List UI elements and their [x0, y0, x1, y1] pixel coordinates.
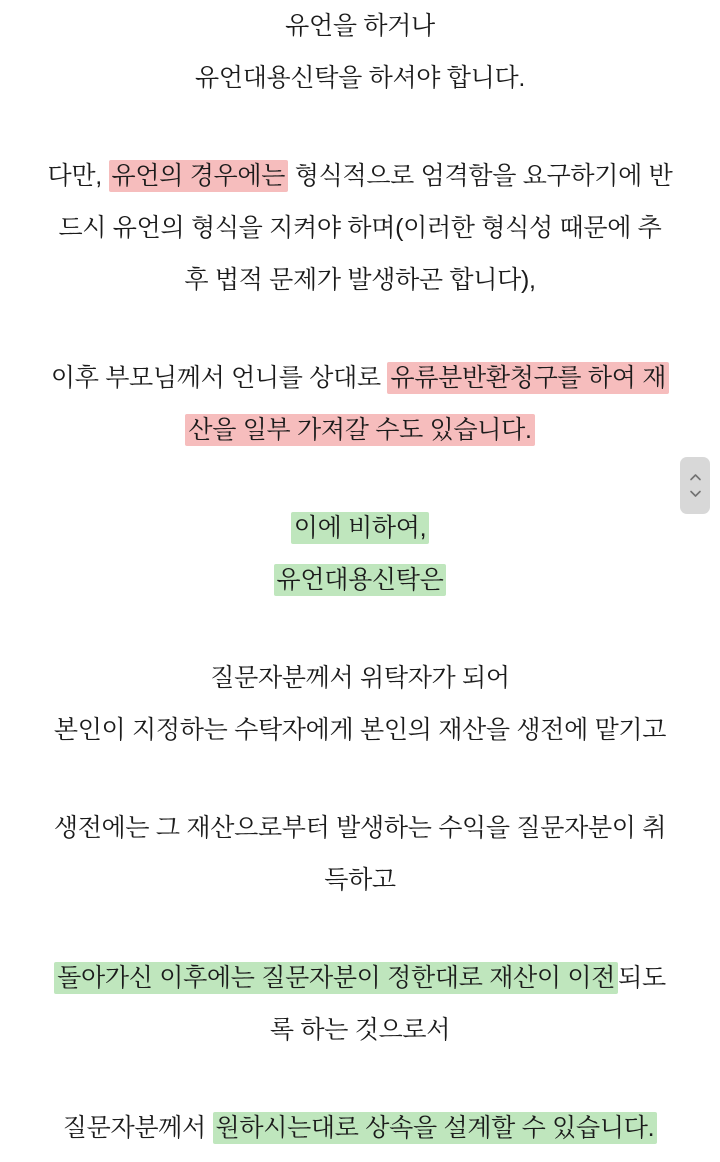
text-line [36, 254, 684, 306]
text-line [36, 502, 684, 554]
text-run: 후 법적 문제가 발생하곤 합니다), [184, 266, 536, 294]
text-line [36, 352, 684, 404]
text-line [36, 704, 684, 756]
paragraph-gap [36, 756, 684, 802]
paragraph-gap [36, 306, 684, 352]
text-line [36, 854, 684, 906]
paragraph [36, 1102, 684, 1154]
text-line [36, 952, 684, 1004]
text-run: 생전에는 그 재산으로부터 발생하는 수익을 질문자분이 취 [53, 814, 667, 842]
paragraph [36, 150, 684, 306]
highlight-green: 원하시는대로 상속을 설계할 수 있습니다. [213, 1112, 658, 1144]
text-line [36, 52, 684, 104]
text-run: 본인이 지정하는 수탁자에게 본인의 재산을 생전에 맡기고 [53, 716, 667, 744]
text-line [36, 1004, 684, 1056]
chevron-up-icon[interactable] [689, 471, 702, 484]
chevron-down-icon[interactable] [689, 487, 702, 500]
text-line [36, 404, 684, 456]
text-run: 질문자분께서 위탁자가 되어 [210, 664, 510, 692]
paragraph [36, 502, 684, 606]
text-run: 유언을 하거나 [285, 12, 435, 40]
text-line [36, 0, 684, 52]
text-run: 록 하는 것으로서 [269, 1016, 451, 1044]
highlight-green: 돌아가신 이후에는 질문자분이 정한대로 재산이 이전 [54, 962, 618, 994]
paragraph [36, 952, 684, 1056]
paragraph [36, 352, 684, 456]
paragraph-gap [36, 906, 684, 952]
paragraph [36, 802, 684, 906]
text-line [36, 150, 684, 202]
text-run: 유언대용신탁을 하셔야 합니다. [195, 64, 525, 92]
paragraph-gap [36, 1056, 684, 1102]
highlight-pink: 산을 일부 가져갈 수도 있습니다. [185, 414, 534, 446]
text-line [36, 802, 684, 854]
paragraph [36, 652, 684, 756]
paragraph-gap [36, 104, 684, 150]
text-line [36, 202, 684, 254]
highlight-green: 이에 비하여, [291, 512, 430, 544]
paragraph-gap [36, 606, 684, 652]
text-run: 드시 유언의 형식을 지켜야 하며(이러한 형식성 때문에 추 [58, 214, 662, 242]
scroll-navigation[interactable] [680, 457, 710, 514]
text-run: 다만, [47, 162, 109, 190]
highlight-pink: 유언의 경우에는 [109, 160, 289, 192]
paragraph-container [36, 0, 684, 1154]
highlight-pink: 유류분반환청구를 하여 재 [387, 362, 669, 394]
text-line [36, 1102, 684, 1154]
text-run: 형식적으로 엄격함을 요구하기에 반 [288, 162, 673, 190]
paragraph [36, 0, 684, 104]
text-run: 되도 [618, 964, 666, 992]
text-run: 득하고 [324, 866, 396, 894]
text-run: 질문자분께서 [62, 1114, 213, 1142]
highlight-green: 유언대용신탁은 [274, 564, 447, 596]
text-line [36, 652, 684, 704]
text-run: 이후 부모님께서 언니를 상대로 [50, 364, 388, 392]
text-line [36, 554, 684, 606]
paragraph-gap [36, 456, 684, 502]
